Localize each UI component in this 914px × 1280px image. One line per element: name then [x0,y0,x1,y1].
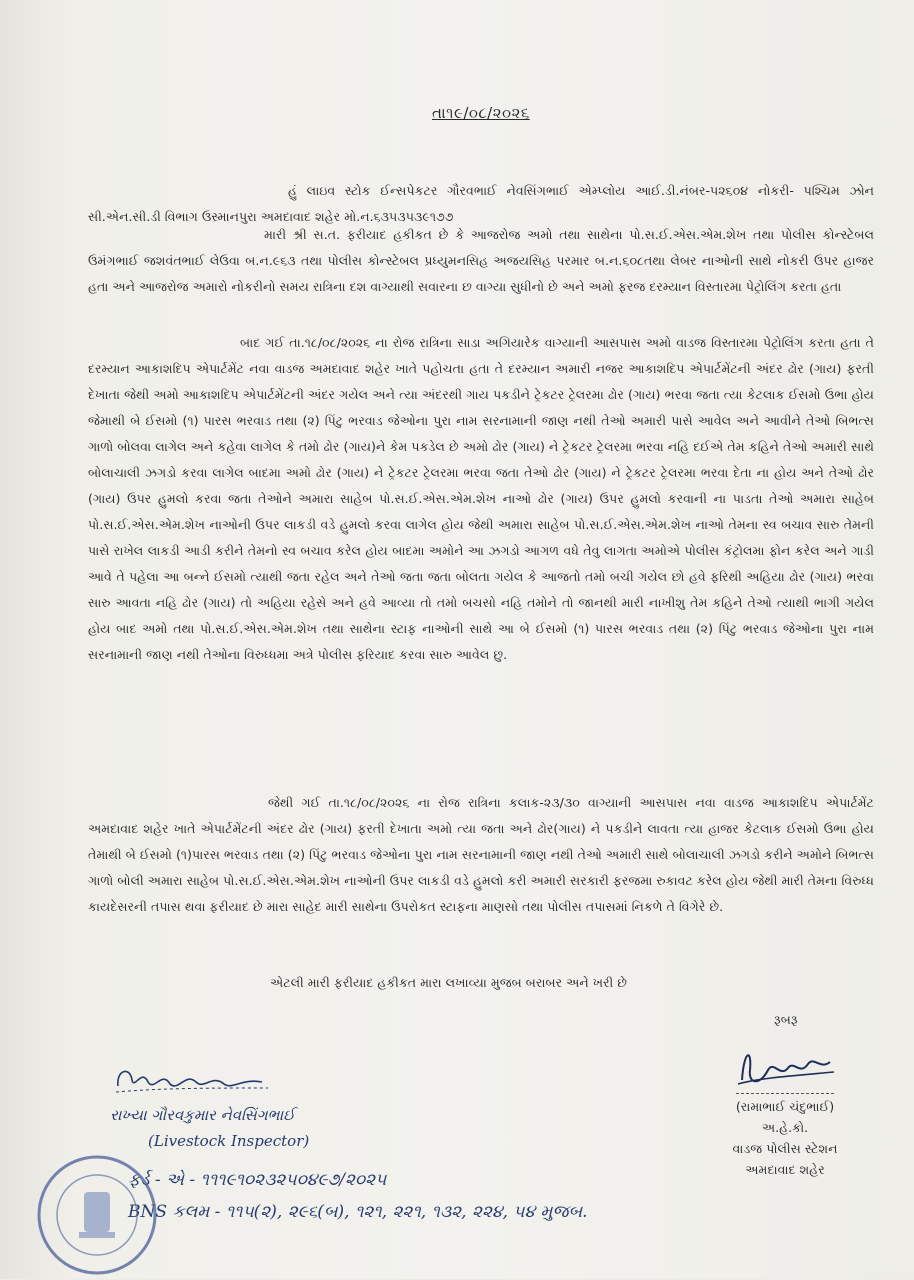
document-date: તા૧૯/૦૮/૨૦૨૬ [432,104,530,122]
paragraph-complaint-summary: જેથી ગઈ તા.૧૮/૦૮/૨૦૨૬ ના રોજ રાત્રિના કલાક-૨૩/૩૦ વાગ્યાની આસપાસ નવા વાડજ આકાશદિપ એપાર્ટમેંટ અમદાવાદ શહેર ખાતે એપાર્ટમેંટની અંદર ઢોર (ગાય) ફરતી દેખાતા અમો ત્યા જતા અને ઢોર(ગાય) ને પકડીને લાવતા ત્યા હાજર કેટલાક ઈસમો ઉભા હોય તેમાથી બે ઈસમો (૧)પારસ ભરવાડ તથા (૨) પિંટુ ભરવાડ જેઓના પુરા નામ સરનામાની જાણ નથી તેઓ અમારી સાથે બોલાચાલી ઝગડો કરીને અમોને બિભત્સ ગાળો બોલી અમારા સાહેબ પો.સ.ઈ.એસ.એમ.શેખ નાઓની ઉપર લાકડી વડે હુમલો કરી અમારી સરકારી ફરજમા રુકાવટ કરેલ હોય જેથી મારી તેમના વિરુધ્ધ કાયદેસરની તપાસ થવા ફરીયાદ છે મારા સાહેદ મારી સાથેના ઉપરોકત સ્ટાફના માણસો તથા પોલીસ તપાસમાં નિકળે તે વિગેરે છે. [88,795,874,914]
officer-block [690,1093,880,1180]
in-presence-label: રૂબરૂ [774,1012,798,1027]
officer-name: (રામાભાઈ ચંદુભાઈ) [736,1093,834,1117]
complainant-signature [112,1058,272,1098]
officer-rank: અ.હે.કો. [761,1120,809,1135]
paragraph-duty-details: મારી શ્રી સ.ત. ફરીયાદ હકીકત છે કે આજરોજ અમો તથા સાથેના પો.સ.ઈ.એસ.એમ.શેખ તથા પોલીસ કોન્સ્ટેબલ ઉમંગભાઈ જશવંતભાઈ લેઉવા બ.ન.૯૬૩ તથા પોલીસ કોન્સ્ટેબલ પ્રધ્યુમનસિહ અજયસિહ પરમાર બ.ન.૬૦૮તથા લેબર નાઓની સાથે નોકરી ઉપર હાજર હતા અને આજરોજ અમારો નોકરીનો સમય રાત્રિના દશ વાગ્યાથી સવારના છ વાગ્યા સુધીનો છે અને અમો ફરજ દરમ્યાન વિસ્તારમા પેટ્રોલિંગ કરતા હતા [88,227,874,294]
handwritten-bns-sections: BNS કલમ - ૧૧૫(૨), ૨૯૬(બ), ૧૨૧, ૨૨૧, ૧૩૨, ૨૨૪, ૫૪ મુજબ. [128,1202,588,1222]
police-station-seal [32,1150,162,1280]
paragraph-declaration: એટલી મારી ફરીયાદ હકીકત મારા લખાવ્યા મુજબ બરાબર અને ખરી છે [270,975,627,990]
officer-signature [730,1040,840,1095]
paragraph-incident-narrative: બાદ ગઈ તા.૧૮/૦૮/૨૦૨૬ ના રોજ રાત્રિના સાડા અગિયારેક વાગ્યાની આસપાસ અમો વાડજ વિસ્તારમા પેટ્રોલિંગ કરતા હતા તે દરમ્યાન આકાશદિપ એપાર્ટમેંટ નવા વાડજ અમદાવાદ શહેર ખાતે પહોચતા હતા તે દરમ્યાન અમારી નજર આકાશદિપ એપાર્ટમેંટની અંદર ઢોર (ગાય) ફરતી દેખાતા જેથી અમો આકાશદિપ એપાર્ટમેંટની અંદર ગયેલ અને ત્યા અંદરથી ગાય પકડીને ટ્રેકટર ટ્રેલરમા ઢોર (ગાય) ભરવા જતા ત્યા કેટલાક ઈસમો ઉભા હોય જેમાથી બે ઈસમો (૧) પારસ ભરવાડ તથા (૨) પિંટુ ભરવાડ જેઓના પુરા નામ સરનામાની જાણ નથી તેઓ અમારી પાસે આવેલ અને આવીને તેઓ બિભત્સ ગાળો બોલવા લાગેલ અને કહેવા લાગેલ કે તમો ઢોર (ગાય)ને કેમ પકડેલ છે અમો ઢોર (ગાય) ને ટ્રેકટર ટ્રેલરમા ભરવા નહિ દઈએ તેમ કહિને તેઓ અમારી સાથે બોલાચાલી ઝગડો કરવા લાગેલ બાદમા અમો ઢોર (ગાય) ને ટ્રેકટર ટ્રેલરમા ભરવા જતા તેઓ ઢોર (ગાય) ને ટ્રેકટર ટ્રેલરમા ભરવા દેતા ના હોય અને તેઓ ઢોર (ગાય) ઉપર હુમલો કરવા જતા તેઓને અમારા સાહેબ પો.સ.ઈ.એસ.એમ.શેખ નાઓ ઢોર (ગાય) ઉપર હુમલો કરવાની ના પાડતા તેઓ અમારા સાહેબ પો.સ.ઈ.એસ.એમ.શેખ નાઓની ઉપર લાકડી વડે હુમલો કરવા લાગેલ હોય જેથી અમારા સાહેબ પો.સ.ઈ.એસ.એમ.શેખ નાઓ તેમના સ્વ બચાવ સારુ તેમની પાસે રાખેલ લાકડી આડી કરીને તેમનો સ્વ બચાવ કરેલ હોય બાદમા અમોને આ ઝગડો આગળ વધે તેવુ લાગતા અમોએ પોલીસ કંટ્રોલમા ફોન કરેલ અને ગાડી આવે તે પહેલા આ બન્ને ઈસમો ત્યાથી જતા રહેલ અને તેઓ જતા જતા બોલતા ગયેલ કે આજતો તમો બચી ગયેલ છો હવે ફરિથી અહિયા ઢોર (ગાય) ભરવા સારુ આવતા નહિ ઢોર (ગાય) તો અહિયા રહેસે અને હવે આવ્યા તો તમો બચસો નહિ તમોને તો જાનથી મારી નાખીશુ તેમ કહિને તેઓ ત્યાથી ભાગી ગયેલ હોય બાદ અમો તથા પો.સ.ઈ.એસ.એમ.શેખ તથા સાથેના સ્ટાફ નાઓની સાથે આ બે ઈસમો (૧) પારસ ભરવાડ તથા (૨) પિંટુ ભરવાડ જેઓના પુરા નામ સરનામાની જાણ નથી તેઓના વિરુધ્ધમા અત્રે પોલીસ ફરિયાદ કરવા સારુ આવેલ છુ. [88,335,874,662]
handwritten-fir-number: ફર્ડ - એ - ૧૧૧૯૧૦૨૩૨૫૦૪૯૭/૨૦૨૫ [128,1170,387,1190]
handwritten-designation: (Livestock Inspector) [148,1132,310,1150]
officer-city: અમદાવાદ શહેર [745,1162,825,1177]
officer-station: વાડજ પોલીસ સ્ટેશન [732,1141,838,1156]
paragraph-complainant-intro: હું લાઇવ સ્ટોક ઈન્સપેકટર ગૌરવભાઈ નેવસિંગભાઈ એમ્પ્લોય આઈ.ડી.નંબર-૫૨૬૦૪ નોકરી- પશ્ચિમ ઝોન સી.એન.સી.ડી વિભાગ ઉસ્માનપુરા અમદાવાદ શહેર મો.ન.૬૩૫૩૫૩૯૧૭૭ [88,183,874,224]
handwritten-complainant-name: રાખ્યા ગૌરવકુમાર નેવસિંગભાઈ [110,1106,295,1124]
